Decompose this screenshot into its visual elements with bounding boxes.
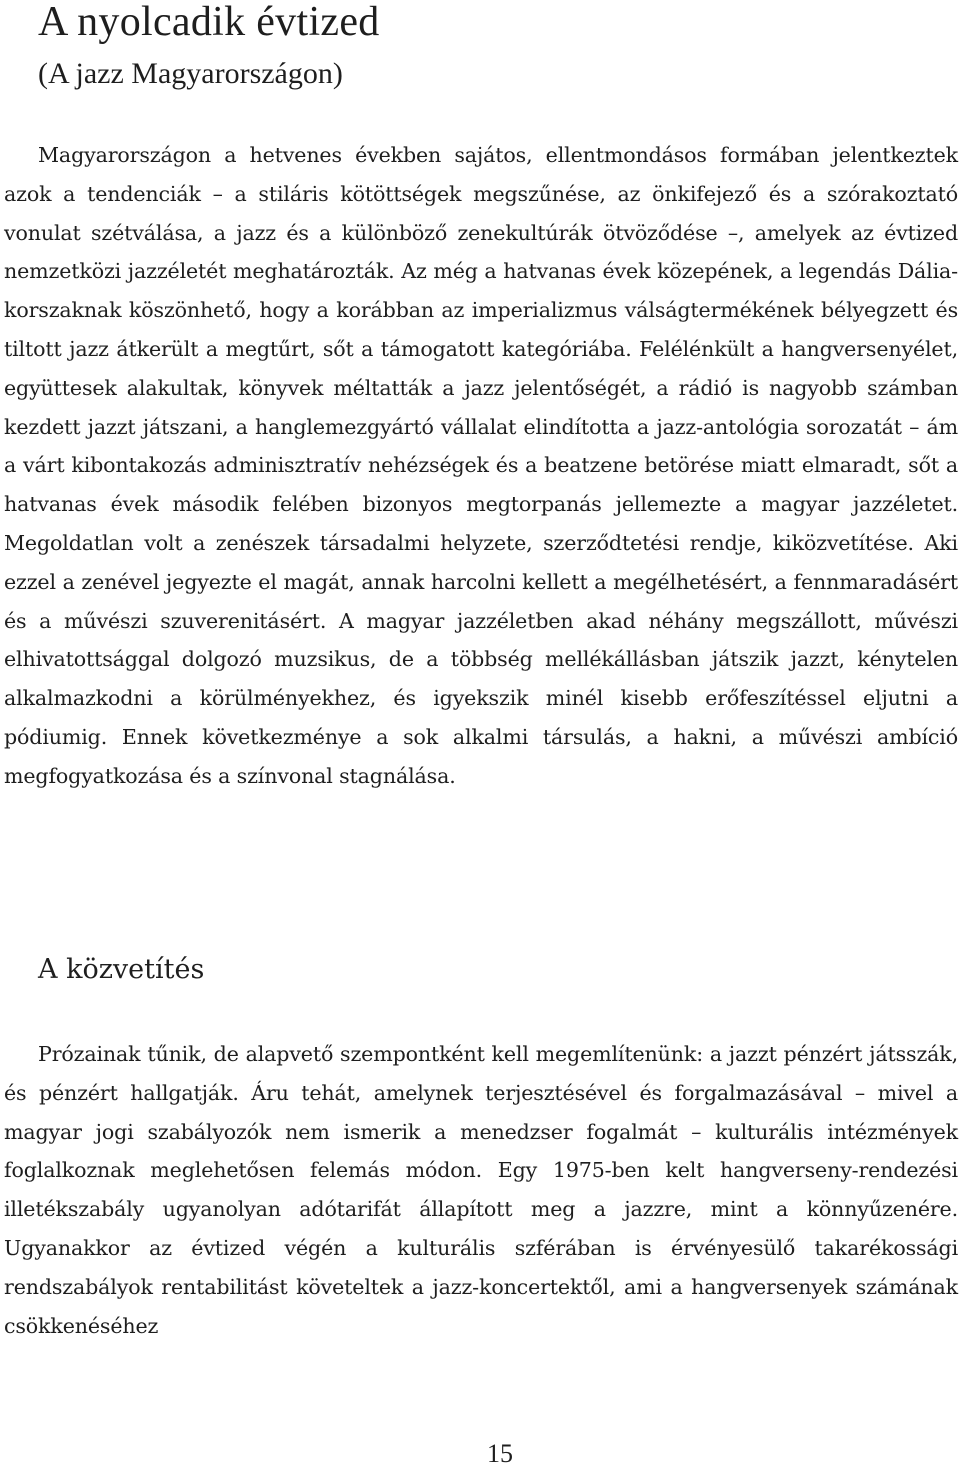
page-number: 15	[487, 1439, 513, 1468]
body-paragraph: Magyarországon a hetvenes években sajátos, ellentmondásos formában jelentkeztek azok a tendenciák – a stiláris kötöttségek megszűnése, az önkifejező és a szórakoztató vonulat szétválása, a jazz és a különböző zenekultúrák ötvöződése –, amelyek az évtized nemzetközi jazzéletét meghatározták. Az még a hatvanas évek közepének, a legendás Dália-korszaknak köszönhető, hogy a korábban az imperializmus válságtermékének bélyegzett és tiltott jazz átkerült a megtűrt, sőt a támogatott kategóriába. Felélénkült a hangversenyélet, együttesek alakultak, könyvek méltatták a jazz jelentőségét, a rádió is nagyobb számban kezdett jazzt játszani, a hanglemezgyártó vállalat elindította a jazz-antológia sorozatát – ám a várt kibontakozás adminisztratív nehézségek és a beatzene betörése miatt elmaradt, sőt a hatvanas évek második felében bizonyos megtorpanás jellemezte a magyar jazzéletet. Megoldatlan volt a zenészek társadalmi helyzete, szerződtetési rendje, kiközvetítése. Aki ezzel a zenével jegyezte el magát, annak harcolni kellett a megélhetésért, a fennmaradásért és a művészi szuverenitásért. A magyar jazzéletben akad néhány megszállott, művészi elhivatottsággal dolgozó muzsikus, de a többség mellékállásban játszik jazzt, kénytelen alkalmazkodni a körülményekhez, és igyekszik minél kisebb erőfeszítéssel eljutni a pódiumig. Ennek következménye a sok alkalmi társulás, a hakni, a művészi ambíció megfogyatkozása és a színvonal stagnálása.	[4, 143, 958, 788]
body-paragraph: Prózainak tűnik, de alapvető szempontként kell megemlítenünk: a jazzt pénzért játsszák, és pénzért hallgatják. Áru tehát, amelynek terjesztésével és forgalmazásával – mivel a magyar jogi szabályozók nem ismerik a menedzser fogalmát – kulturális intézmények foglalkoznak meglehetősen felemás módon. Egy 1975-ben kelt hangverseny-rendezési illetékszabály ugyanolyan adótarifát állapított meg a jazzre, mint a könnyűzenére. Ugyanakkor az évtized végén a kulturális szférában is érvényesülő takarékossági rendszabályok rentabilitást követeltek a jazz-koncertektől, ami a hangversenyek számának csökkenéséhez	[4, 1042, 958, 1338]
section-heading: A közvetítés	[38, 954, 205, 985]
chapter-subtitle: (A jazz Magyarországon)	[38, 57, 343, 90]
chapter-title: A nyolcadik évtized	[38, 0, 380, 45]
